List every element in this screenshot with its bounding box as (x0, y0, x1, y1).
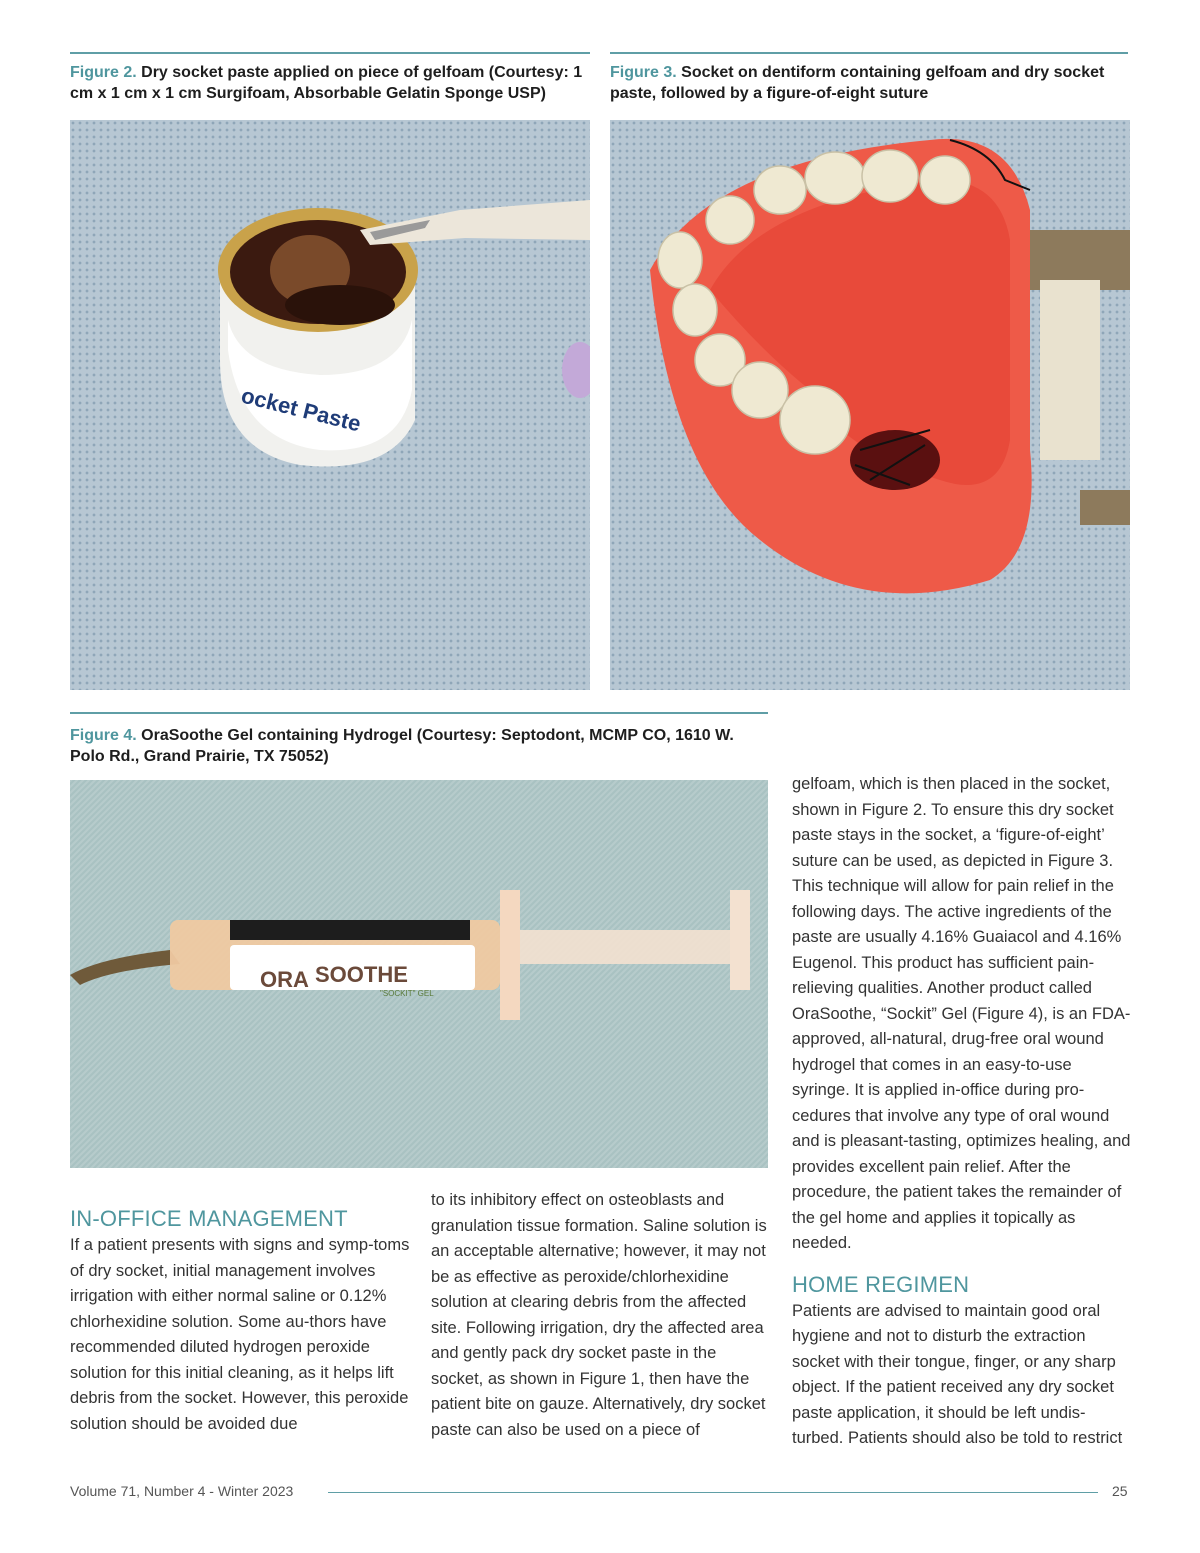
figure2-rule (70, 52, 590, 54)
figure3-rule (610, 52, 1128, 54)
column-1 (70, 1205, 410, 1437)
jar-label-text: ocket Paste (238, 382, 364, 437)
figure3-caption-text: Socket on dentiform containing gelfoam and dry socket paste, followed by a figure-of-eight suture (610, 64, 1105, 102)
gelfoam-paragraph: gelfoam, which is then placed in the socket, shown in Figure 2. To ensure this dry socket paste stays in the socket, a ‘figure-of-eight’ suture can be used, as depicted in Figure 3. This technique will allow for pain relief in the following days. The active ingredients of the paste are usually 4.16% Guaiacol and 4.16% Eugenol. This product has sufficient pain-relieving qualities. Another product called OraSoothe, “Sockit” Gel (Figure 4), is an FDA-approved, all-natural, drug-free oral wound hydrogel that comes in an easy-to-use syringe. It is applied in-office during pro-cedures that involve any type of oral wound and is pleasant-tasting, optimizes healing, and provides excellent pain relief. After the procedure, the patient takes the remainder of the gel home and applies it topically as needed. (792, 775, 1131, 1252)
dentiform-illustration (610, 120, 1130, 690)
footer-issue: Volume 71, Number 4 - Winter 2023 (70, 1483, 294, 1499)
figure3-label: Figure 3. (610, 64, 677, 81)
page-number: 25 (1112, 1483, 1128, 1499)
figure2-caption-text: Dry socket paste applied on piece of gelfoam (Courtesy: 1 cm x 1 cm x 1 cm Surgifoam, Absorbable Gelatin Sponge USP) (70, 64, 583, 102)
syringe-brand-right: SOOTHE (315, 962, 408, 987)
column-3 (792, 772, 1132, 1452)
figure4-caption (70, 725, 768, 767)
paste-jar-illustration (70, 120, 590, 690)
figure2-caption (70, 62, 590, 104)
in-office-management-heading: IN-OFFICE MANAGEMENT (70, 1206, 348, 1231)
home-regimen-text: Patients are advised to maintain good oral hygiene and not to disturb the extraction socket with their tongue, finger, or any sharp object. If the patient received any dry socket paste application, it should be left undis-turbed. Patients should also be told to restrict (792, 1301, 1123, 1447)
figure4-rule (70, 712, 768, 714)
in-office-management-text: If a patient presents with signs and symp-toms of dry socket, initial management involves irrigation with either normal saline or 0.12% chlorhexidine solution. Some au-thors have recommended diluted hydrogen peroxide solution for this initial cleaning, as it helps lift debris from the socket. However, this peroxide solution should be avoided due (70, 1236, 410, 1433)
in-office-management-continued: to its inhibitory effect on osteoblasts and granulation tissue formation. Saline solution is an acceptable alternative; however, it may not be as effective as peroxide/chlorhexidine solution at clearing debris from the affected site. Following irrigation, dry the affected area and gently pack dry socket paste in the socket, as shown in Figure 1, then have the patient bite on gauze. Alternatively, dry socket paste can also be used on a piece of (431, 1191, 767, 1439)
figure2-photo (70, 120, 590, 690)
figure4-caption-text: OraSoothe Gel containing Hydrogel (Courtesy: Septodont, MCMP CO, 1610 W. Polo Rd., Grand Prairie, TX 75052) (70, 727, 734, 765)
footer-rule (328, 1492, 1098, 1493)
figure3-caption (610, 62, 1128, 104)
syringe-illustration (70, 780, 768, 1168)
figure4-photo (70, 780, 768, 1168)
figure4-label: Figure 4. (70, 727, 137, 744)
figure2-label: Figure 2. (70, 64, 137, 81)
syringe-brand-sub: "SOCKIT" GEL (380, 989, 434, 998)
home-regimen-heading: HOME REGIMEN (792, 1271, 970, 1297)
column-2 (431, 1188, 771, 1443)
figure3-photo (610, 120, 1130, 690)
syringe-brand-left: ORA (260, 967, 309, 992)
